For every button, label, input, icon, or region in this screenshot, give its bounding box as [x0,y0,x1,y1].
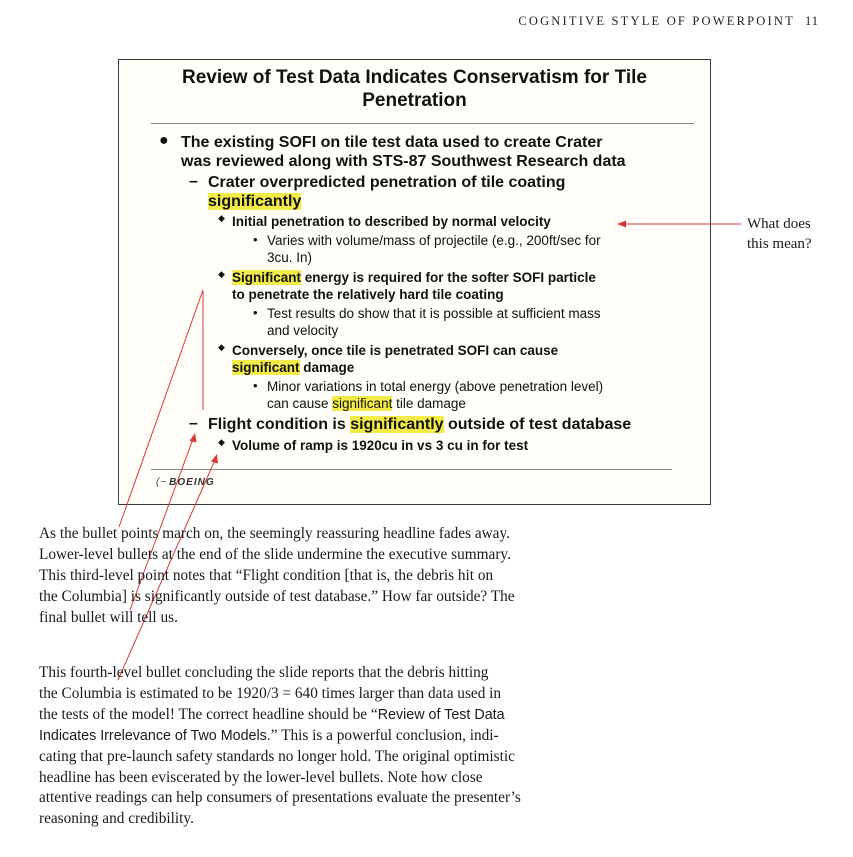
slide-bullet-level3: Significant energy is required for the softer SOFI particle to penetrate the relatively hard tile coating [232,269,692,303]
text-line: headline has been eviscerated by the lower-level bullets. Note how close [39,768,483,786]
slide-bullet-level3: Conversely, once tile is penetrated SOFI can cause significant damage [232,342,692,376]
dot-bullet-icon: • [253,378,258,393]
arrowhead-icon [190,433,197,443]
slide-bullet-level2: Flight condition is significantly outside of test database [208,416,632,433]
slide-line: 3cu. In) [267,250,313,265]
diamond-bullet-icon: ◆ [218,437,225,447]
dash-bullet-icon: – [189,173,198,190]
text-line: cating that pre-launch safety standards no longer hold. The original optimistic [39,747,515,765]
margin-note-line: this mean? [747,236,812,252]
diamond-bullet-icon: ◆ [218,213,225,223]
diamond-bullet-icon: ◆ [218,342,225,352]
arrowhead-icon [617,221,626,228]
body-paragraph-2 [39,663,609,830]
slide-line: Minor variations in total energy (above penetration level) [267,379,604,394]
dot-bullet-icon: • [253,305,258,320]
highlighted-word: significant [332,396,393,411]
quoted-headline: Review of Test Data [377,706,505,723]
slide-title-line: Review of Test Data Indicates Conservatism for Tile [182,67,647,88]
text-line: final bullet will tell us. [39,608,178,626]
highlighted-word: significantly [350,416,444,433]
text-line: the Columbia] is significantly outside of test database.” How far outside? The [39,587,515,605]
text-line: Lower-level bullets at the end of the slide undermine the executive summary. [39,545,511,563]
bullet-dot-icon: ● [159,132,169,149]
highlighted-word: significantly [208,193,302,210]
body-paragraph-1 [39,524,609,629]
slide-title-line: Penetration [362,90,467,111]
dash-bullet-icon: – [189,415,198,432]
arrowhead-icon [211,454,218,464]
running-head-title: COGNITIVE STYLE OF POWERPOINT [518,14,795,28]
slide-line: Test results do show that it is possible at sufficient mass [267,306,601,321]
highlighted-word: significant [232,360,300,375]
slide-bullet-level3: Volume of ramp is 1920cu in vs 3 cu in for test [232,438,529,453]
slide-bullet-level4: Minor variations in total energy (above penetration level) can cause significant tile damage [267,378,697,412]
slide-line: Conversely, once tile is penetrated SOFI can cause [232,343,559,358]
highlighted-word: Significant [232,270,302,285]
text-line: As the bullet points march on, the seemingly reassuring headline fades away. [39,525,510,542]
slide-bullet-level3: Initial penetration to described by normal velocity [232,214,551,229]
margin-note-line: What does [747,216,811,232]
boeing-logo: (~ BOEING [156,477,215,488]
diamond-bullet-icon: ◆ [218,269,225,279]
text-line: attentive readings can help consumers of presentations evaluate the presenter’s [39,789,521,807]
text-line: This third-level point notes that “Flight condition [that is, the debris hit on [39,566,494,584]
slide-line: Crater overpredicted penetration of tile coating [208,174,566,191]
text-line: Indicates Irrelevance of Two Models.” This is a powerful conclusion, indi- [39,726,499,744]
text-line: This fourth-level bullet concluding the slide reports that the debris hitting [39,664,489,681]
slide-line: was reviewed along with STS-87 Southwest Research data [181,153,626,170]
slide-line: and velocity [267,323,339,338]
text-line: reasoning and credibility. [39,810,194,828]
quoted-headline: Indicates Irrelevance of Two Models. [39,727,271,744]
dot-bullet-icon: • [253,232,258,247]
annotation-line [119,290,203,527]
text-line: the Columbia is estimated to be 1920/3 = 640 times larger than data used in [39,684,502,702]
slide-line: to penetrate the relatively hard tile coating [232,287,504,302]
text-line: the tests of the model! The correct headline should be “Review of Test Data [39,705,505,723]
slide-line: The existing SOFI on tile test data used to create Crater [181,134,603,151]
slide-line: Varies with volume/mass of projectile (e.g., 200ft/sec for [267,233,601,248]
page-number: 11 [804,14,819,28]
margin-note [747,214,837,254]
